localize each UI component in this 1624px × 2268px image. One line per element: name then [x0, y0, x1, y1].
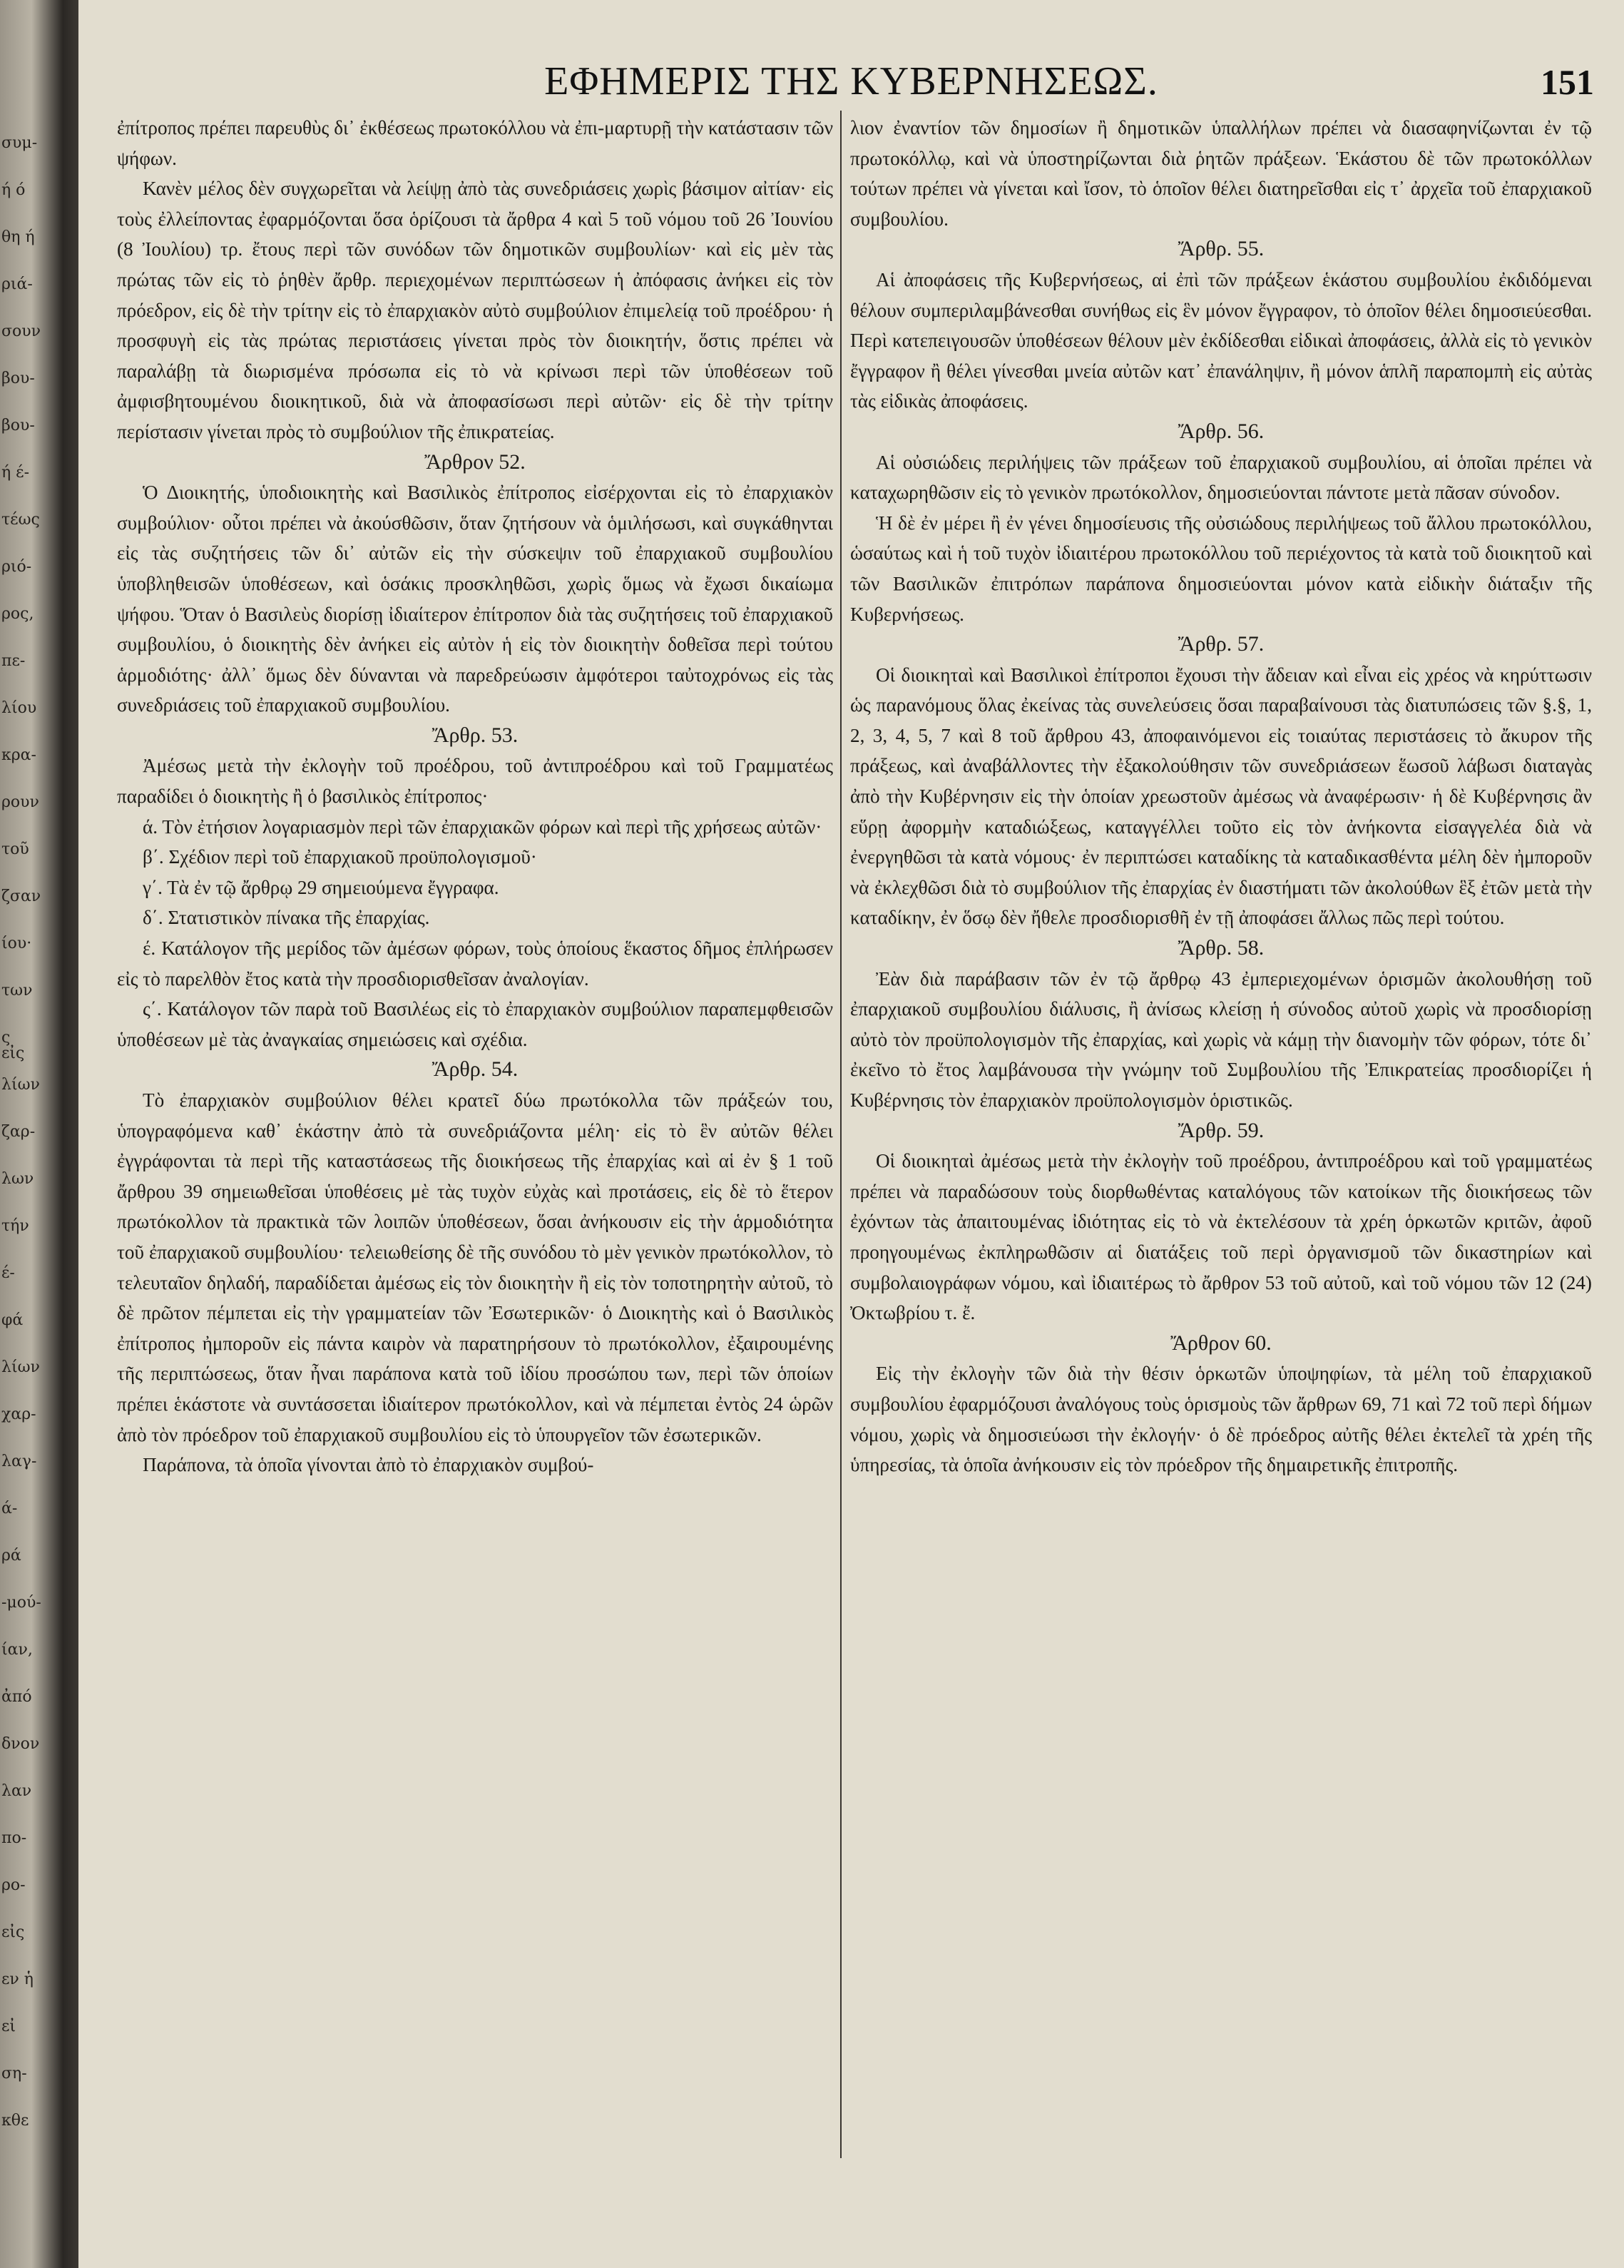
margin-fragment: τήν [1, 1217, 29, 1235]
margin-fragment: τέως [1, 511, 40, 529]
margin-fragment: λων [1, 1170, 34, 1188]
article-heading: Ἄρθρ. 59. [1178, 1118, 1265, 1142]
margin-fragment: ς εἰς [1, 1029, 25, 1062]
list-item: β΄. Σχέδιον περὶ τοῦ ἐπαρχιακοῦ προϋπολογισμοῦ· [143, 846, 537, 868]
margin-fragment: δνον [1, 1735, 40, 1753]
paragraph: ἐπίτροπος πρέπει παρευθὺς δι᾽ ἐκθέσεως πρωτοκόλλου νὰ ἐπι-μαρτυρῇ τὴν κατάστασιν τῶν ψήφων. [117, 117, 833, 169]
margin-fragment: τοῦ [1, 840, 29, 858]
margin-fragment: ίου· [1, 935, 32, 952]
margin-fragment: ρος, [1, 605, 34, 623]
margin-fragment: ριό- [1, 558, 32, 576]
article-heading: Ἄρθρ. 56. [1178, 419, 1265, 443]
paragraph: Οἱ διοικηταὶ ἀμέσως μετὰ τὴν ἐκλογὴν τοῦ προέδρου, ἀντιπροέδρου καὶ τοῦ γραμματέως πρέπει νὰ παραδώσουν τοὺς διορθωθέντας καταλόγους τῶν κατοίκων τῆς διοικήσεως τῶν ἐχόντων τὰς ἀπαιτουμένας ἰδιότητας εἰς τὸ νὰ ἐκτελέσουν τὰ χρέη ὁρκωτῶν κριτῶν, ἀφοῦ προηγουμένως ἐκπληρωθῶσιν αἱ διατάξεις τοῦ περὶ ὀργανισμοῦ τῶν δικαστηρίων καὶ συμβολαιογράφων νόμου, καὶ ἰδιαιτέρως τὸ ἄρθρον 53 τοῦ αὐτοῦ, καὶ τοῦ νόμου τῶν 12 (24) Ὀκτωβρίου τ. ἔ. [850, 1150, 1592, 1324]
margin-fragment: -μού- [1, 1594, 41, 1612]
article-heading: Ἄρθρ. 55. [1178, 237, 1265, 261]
paragraph: Τὸ ἐπαρχιακὸν συμβούλιον θέλει κρατεῖ δύω πρωτόκολλα τῶν πράξεών του, ὑπογραφόμενα καθ᾽ ἑκάστην ἀπὸ τὰ συνεδριάζοντα μέλη· εἰς τὸ ἓν αὐτῶν θέλει ἐγγράφονται τὰ περὶ τῆς καταστάσεως τῆς διοικήσεως τῆς ἐπαρχίας καὶ αἱ ἐν § 1 τοῦ ἄρθρου 39 σημειωθεῖσαι ὑποθέσεις μὲ τὰς τυχὸν εὐχὰς καὶ προτάσεις, εἰς δὲ τὸ ἕτερον πρωτόκολλον τὰ πρακτικὰ τῶν λοιπῶν ὑποθέσεων, ὅσαι ἀνήκουσιν εἰς τὴν ἁρμοδιότητα τοῦ ἐπαρχιακοῦ συμβουλίου· τελειωθείσης δὲ τῆς συνόδου τὸ μὲν γενικὸν πρωτόκολλον, τὸ τελευταῖον δηλαδή, παραδίδεται ἀμέσως εἰς τὸν διοικητὴν ἢ εἰς τὸν τοποτηρητὴν αὐτοῦ, τὸ δὲ πρῶτον πέμπεται εἰς τὴν γραμματείαν τῶν Ἐσωτερικῶν· ὁ Διοικητὴς καὶ ὁ Βασιλικὸς ἐπίτροπος ἠμποροῦν εἰς πάντα καιρὸν νὰ παρατηρήσουν τὸ πρωτόκολλον, ἐξαιρουμένης τῆς περιπτώσεως, ὅταν ἦναι παράπονα κατὰ τοῦ ἰδίου προσώπου των, περὶ τῶν ὁποίων πρέπει ἑκάστοτε νὰ συντάσσεται ἰδιαίτερον πρωτόκολλον, καὶ νὰ πέμπεται ἐντὸς 24 ὡρῶν ἀπὸ τὸν πρόεδρον τοῦ ἐπαρχιακοῦ συμβουλίου εἰς τὸ ὑπουργεῖον τῶν ἐσωτερικῶν. [117, 1089, 833, 1445]
margin-fragment: ή ό [1, 181, 26, 199]
margin-fragment: ρά [1, 1547, 21, 1565]
article-heading: Ἄρθρ. 54. [431, 1057, 519, 1082]
margin-fragment: κρα- [1, 746, 36, 764]
margin-fragment: θη ή [1, 228, 35, 246]
paragraph: Αἱ ἀποφάσεις τῆς Κυβερνήσεως, αἱ ἐπὶ τῶν πράξεων ἑκάστου συμβουλίου ἐκδιδόμεναι θέλουν συμπεριλαμβάνεσθαι συνήθως εἰς ἓν μόνον ἔγγραφον, τὸ ὁποῖον θέλει δημοσιεύεσθαι. Περὶ κατεπειγουσῶν ὑποθέσεων θέλουν μὲν ἐκδίδεσθαι εἰδικαὶ ἀποφάσεις, ἀλλὰ εἰς τὸ γενικὸν ἔγγραφον ἢ θέλει γίνεσθαι μνεία αὐτῶν κατ᾽ ἐπανάληψιν, ἢ μόνον ἁπλῆ παραπομπὴ εἰς αὐτὰς τὰς εἰδικὰς ἀποφάσεις. [850, 268, 1592, 412]
right-column [850, 113, 1592, 2239]
margin-fragment: λαγ- [1, 1453, 37, 1470]
margin-fragment: λίων [1, 1076, 40, 1094]
margin-fragment: εν ἡ [1, 1970, 34, 1988]
paragraph: λιον ἐναντίον τῶν δημοσίων ἢ δημοτικῶν ὑπαλλήλων πρέπει νὰ διασαφηνίζωνται ἐν τῷ πρωτοκόλλῳ, καὶ νὰ ὑποστηρίζωνται διὰ ῥητῶν πράξεων. Ἑκάστου δὲ τῶν πρωτοκόλλων τούτων πρέπει νὰ γίνεται καὶ ἴσον, τὸ ὁποῖον θέλει διατηρεῖσθαι εἰς τ᾽ ἀρχεῖα τοῦ ἐπαρχιακοῦ συμβουλίου. [850, 117, 1592, 230]
margin-fragment: εἰς [1, 1923, 25, 1941]
margin-fragment: βου- [1, 370, 35, 387]
paragraph: Ἀμέσως μετὰ τὴν ἐκλογὴν τοῦ προέδρου, τοῦ ἀντιπροέδρου καὶ τοῦ Γραμματέως παραδίδει ὁ διοικητὴς ἢ ὁ βασιλικὸς ἐπίτροπος· [117, 755, 833, 808]
article-heading: Ἄρθρ. 53. [431, 723, 519, 747]
margin-fragment: ση- [1, 2065, 27, 2083]
margin-fragment: σουν [1, 322, 41, 340]
page-number: 151 [1541, 62, 1594, 102]
paragraph: Ἐὰν διὰ παράβασιν τῶν ἐν τῷ ἄρθρῳ 43 ἐμπεριεχομένων ὁρισμῶν ἀκολουθήσῃ τοῦ ἐπαρχιακοῦ συμβουλίου διάλυσις, ἢ ἀνίσως κλείσῃ ἡ σύνοδος αὐτοῦ χωρὶς νὰ προσδιορίσῃ αὐτὸ τὸν προϋπολογισμὸν τῆς ἐπαρχίας, καὶ χωρὶς νὰ κάμῃ τὴν διανομὴν τῶν φόρων, τότε δι᾽ ἐκεῖνο τὸ ἔτος λαμβάνουσα τὴν γνώμην τοῦ Συμβουλίου τῆς Ἐπικρατείας προσδιορίζει ἡ Κυβέρνησις τὸν ἐπαρχιακὸν προϋπολογισμὸν ὁριστικῶς. [850, 967, 1592, 1111]
newspaper-page [78, 0, 1624, 2268]
list-item: δ΄. Στατιστικὸν πίνακα τῆς ἐπαρχίας. [143, 907, 430, 929]
paragraph: Ἡ δὲ ἐν μέρει ἢ ἐν γένει δημοσίευσις τῆς οὐσιώδους περιλήψεως τοῦ ἄλλου πρωτοκόλλου, ὡσαύτως καὶ ἡ τοῦ τυχὸν ἰδιαιτέρου πρωτοκόλλου τοῦ περιέχοντος τὰ κατὰ τοῦ διοικητοῦ καὶ τῶν Βασιλικῶν ἐπιτρόπων παράπονα δημοσιεύονται μόνον κατὰ εἰδικὴν διάταξιν τῆς Κυβερνήσεως. [850, 512, 1592, 625]
margin-fragment: ζαρ- [1, 1123, 36, 1141]
list-item: γ΄. Τὰ ἐν τῷ ἄρθρῳ 29 σημειούμενα ἔγγραφα. [143, 876, 499, 898]
paragraph: Κανὲν μέλος δὲν συγχωρεῖται νὰ λείψῃ ἀπὸ τὰς συνεδριάσεις χωρὶς βάσιμον αἰτίαν· εἰς τοὺς ἐλλείποντας ἐφαρμόζονται ὅσα ὁρίζουσι τὰ ἄρθρα 4 καὶ 5 τοῦ νόμου τοῦ 26 Ἰουνίου (8 Ἰουλίου) τρ. ἔτους περὶ τῶν συνόδων τῶν δημοτικῶν συμβουλίων· καὶ εἰς μὲν τὰς πρώτας τῶν εἰς τὸ ῥηθὲν ἄρθρ. περιεχομένων περιπτώσεων ἡ ἀπόφασις ἀνήκει εἰς τὸν πρόεδρον, εἰς δὲ τὴν τρίτην εἰς τὸ ἐπαρχιακὸν αὐτὸ συμβούλιον ἐπιμελείᾳ τοῦ προέδρου· ἡ προσφυγὴ εἰς τὰς πρώτας περιστάσεις γίνεται πρὸς τὸν διοικητήν, ὅστις πρέπει νὰ παραλάβῃ τὰ διωρισμένα πρόσωπα εἰς τὸ νὰ κρίνωσι περὶ τῶν ὑποθέσεων τοῦ ἀμφισβητουμένου διοικητικοῦ, διὰ νὰ ἀποφασίσωσι περὶ αὐτῶν· εἰς δὲ τὴν τρίτην περίστασιν γίνεται πρὸς τὸ συμβούλιον τῆς ἐπικρατείας. [117, 178, 833, 442]
margin-fragment: κθε [1, 2112, 29, 2130]
left-column [117, 113, 833, 2239]
margin-fragment: ά- [1, 1500, 18, 1517]
list-item: ά. Τὸν ἐτήσιον λογαριασμὸν περὶ τῶν ἐπαρχιακῶν φόρων καὶ περὶ τῆς χρήσεως αὐτῶν· [143, 815, 822, 838]
margin-fragment: βου- [1, 417, 35, 434]
paragraph: Οἱ διοικηταὶ καὶ Βασιλικοὶ ἐπίτροποι ἔχουσι τὴν ἄδειαν καὶ εἶναι εἰς χρέος νὰ κηρύττωσιν ὡς παρανόμους ὅλας ἐκείνας τὰς συνελεύσεις ὅσαι παραβαίνουσι τὰς διατυπώσεις τῶν §.§, 1, 2, 3, 4, 5, 7 καὶ 8 τοῦ ἄρθρου 43, ἀποφαινόμενοι εἰς τοιαύτας περιστάσεις τὸ ἄκυρον τῆς πράξεως, καὶ ἀναβάλλοντες τὴν ἐξακολούθησιν τῶν συνεδριάσεων ἕωσοῦ λάβωσι διαταγὰς ἀπὸ τὴν Κυβέρνησιν εἰς τὴν ὁποίαν χρεωστοῦν ἀμέσως νὰ ἀναφέρωσιν· ἡ δὲ Κυβέρνησις ἂν εὕρῃ ἀφορμὴν καταδιώξεως, καταγγέλλει τοῦτο εἰς τὸν ἀνήκοντα εἰσαγγελέα διὰ νὰ ἐνεργηθῶσι τὰ κατὰ νόμους· ἐν περιπτώσει καταδίκης τὰ καταδικασθέντα μέλη δὲν ἠμποροῦν νὰ ἐκλεχθῶσι διὰ τὸ συμβούλιον τῆς ἐπαρχίας ἐν διαστήματι τῶν ἀκολούθων ἓξ ἐτῶν μετὰ τὴν καταδίκην, ἐν ὅσῳ δὲν ἤθελε προσδιορισθῆ ἐν τῇ ἀποφάσει ἄλλως πῶς περὶ τούτου. [850, 663, 1592, 929]
article-heading: Ἄρθρον 60. [1170, 1331, 1272, 1355]
margin-fragment: ρουν [1, 793, 39, 811]
page-title: ΕΦΗΜΕΡΙΣ ΤΗΣ ΚΥΒΕΡΝΗΣΕΩΣ. [544, 59, 1158, 103]
list-item: έ. Κατάλογον τῆς μερίδος τῶν ἀμέσων φόρων, τοὺς ὁποίους ἕκαστος δῆμος ἐπλήρωσεν εἰς τὸ παρελθὸν ἔτος κατὰ τὴν προσδιορισθεῖσαν ἀναλογίαν. [117, 937, 833, 990]
margin-fragment: λίων [1, 1358, 40, 1376]
margin-fragment: ρο- [1, 1876, 26, 1894]
binding-gutter [0, 0, 78, 2268]
margin-fragment: χαρ- [1, 1405, 36, 1423]
margin-fragment: λαν [1, 1782, 32, 1800]
paragraph: Αἱ οὐσιώδεις περιλήψεις τῶν πράξεων τοῦ ἐπαρχιακοῦ συμβουλίου, αἱ ὁποῖαι πρέπει νὰ καταχωρηθῶσιν εἰς τὸ γενικὸν πρωτόκολλον, δημοσιεύονται πάντοτε μετὰ πᾶσαν σύνοδον. [850, 451, 1592, 504]
page-header [78, 59, 1624, 108]
article-heading: Ἄρθρ. 57. [1178, 632, 1265, 656]
paragraph: Παράπονα, τὰ ὁποῖα γίνονται ἀπὸ τὸ ἐπαρχιακὸν συμβού- [143, 1454, 594, 1476]
margin-fragment: έ- [1, 1264, 15, 1282]
margin-fragment: ίαν, [1, 1641, 33, 1659]
article-heading: Ἄρθρ. 58. [1178, 936, 1265, 960]
margin-fragment: ἀπό [1, 1688, 32, 1706]
list-item: ς΄. Κατάλογον τῶν παρὰ τοῦ Βασιλέως εἰς τὸ ἐπαρχιακὸν συμβούλιον παραπεμφθεισῶν ὑποθέσεων μὲ τὰς ἀναγκαίας σημειώσεις καὶ σχέδια. [117, 998, 833, 1050]
article-heading: Ἄρθρον 52. [424, 449, 526, 474]
margin-fragment: ή έ- [1, 464, 30, 482]
margin-fragment: εἰ [1, 2018, 16, 2035]
paragraph: Εἰς τὴν ἐκλογὴν τῶν διὰ τὴν θέσιν ὁρκωτῶν ὑποψηφίων, τὰ μέλη τοῦ ἐπαρχιακοῦ συμβουλίου ἐφαρμόζουσι ἀναλόγους τοὺς ὁρισμοὺς τῶν ἄρθρων 69, 71 καὶ 72 τοῦ περὶ δήμων νόμου, χωρὶς νὰ δημοσιεύωσι τὴν ἐκλογήν· ὁ δὲ πρόεδρος αὐτῆς θέλει ἐκτελεῖ τὰ χρέη τῆς ὑπηρεσίας, τὰ ὁποῖα ἀνήκουσιν εἰς τὸν πρόεδρον τῆς δημαιρετικῆς ἐπιτροπῆς. [850, 1363, 1592, 1476]
margin-fragment: λίου [1, 699, 37, 717]
margin-fragment: φά [1, 1311, 24, 1329]
margin-fragment: συμ- [1, 134, 38, 152]
margin-fragment: ριά- [1, 275, 33, 293]
margin-fragment: πε- [1, 652, 26, 670]
margin-fragment: των [1, 982, 33, 1000]
margin-fragment: πο- [1, 1829, 27, 1847]
margin-fragment: ζσαν [1, 888, 41, 905]
paragraph: Ὁ Διοικητής, ὑποδιοικητὴς καὶ Βασιλικὸς ἐπίτροπος εἰσέρχονται εἰς τὸ ἐπαρχιακὸν συμβούλιον· οὗτοι πρέπει νὰ ἀκούσθῶσιν, ὅταν ζητήσουν νὰ ὁμιλήσωσι, καὶ συγκάθηνται εἰς τὰς συζητήσεις τῶν δι᾽ αὐτῶν εἰς τὴν σύσκεψιν τοῦ ἐπαρχιακοῦ συμβουλίου ὑποβληθεισῶν ὑποθέσεων, καὶ ὁσάκις προσκληθῶσι, χωρὶς ὅμως νὰ ἔχωσι δικαίωμα ψήφου. Ὅταν ὁ Βασιλεὺς διορίσῃ ἰδιαίτερον ἐπίτροπον διὰ τὰς συζητήσεις τοῦ ἐπαρχιακοῦ συμβουλίου, ὁ διοικητὴς δὲν ἀνήκει εἰς αὐτὸν ἡ εἰς τὸν διοικητὴν δοθεῖσα περὶ τούτου ἁρμοδιότης· ἀλλ᾽ ὅμως δὲν δύνανται νὰ παρεδρεύωσιν ἀμφότεροι ταὐτοχρόνως εἰς τὰς συνεδριάσεις τοῦ ἐπαρχιακοῦ συμβουλίου. [117, 482, 833, 716]
column-rule [840, 111, 842, 2158]
